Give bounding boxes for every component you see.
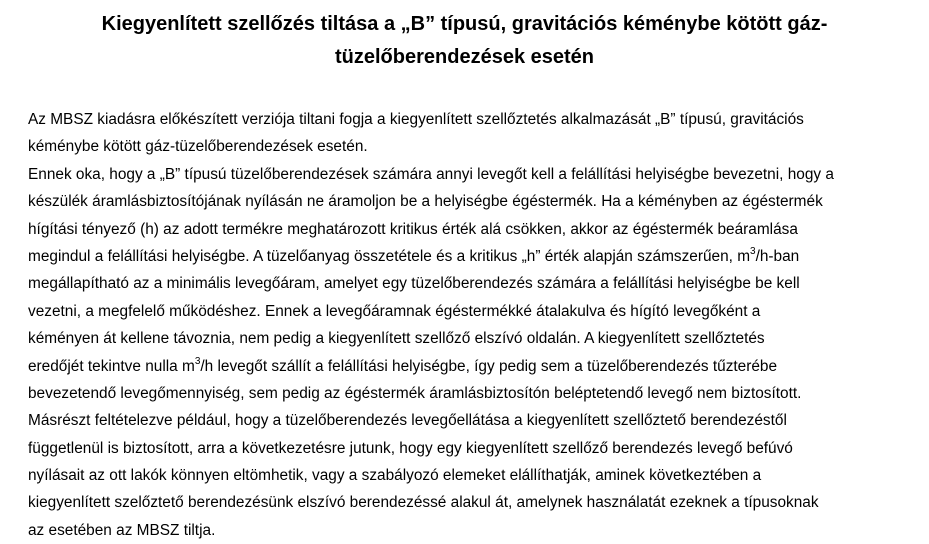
body-paragraph <box>28 106 923 544</box>
text-line: megállapítható az a minimális levegőáram, amelyet egy tüzelőberendezés számára a felállítási helyiségbe be kell <box>28 275 800 293</box>
text-line <box>28 243 923 270</box>
text-segment: eredőjét tekintve nulla m <box>28 357 195 375</box>
text-segment: /h levegőt szállít a felállítási helyiségbe, így pedig sem a tüzelőberendezés tűzterébe <box>200 357 778 375</box>
text-line: kéménybe kötött gáz-tüzelőberendezések esetén. <box>28 138 368 156</box>
text-line: kéményen át kellene távoznia, nem pedig a kiegyenlített szellőző elszívó oldalán. A kiegyenlített szellőztetés <box>28 330 765 348</box>
superscript: 3 <box>750 245 756 257</box>
text-line <box>28 353 923 380</box>
text-line: Másrészt feltételezve például, hogy a tüzelőberendezés levegőellátása a kiegyenlített szellőztető berendezéstől <box>28 412 787 430</box>
title-line-2: tüzelőberendezések esetén <box>335 46 594 68</box>
text-line: az esetében az MBSZ tiltja. <box>28 521 216 539</box>
text-line: bevezetendő levegőmennyiség, sem pedig az égéstermék áramlásbiztosítón beléptetendő levegő nem biztosított. <box>28 384 802 402</box>
text-line: Ennek oka, hogy a „B” típusú tüzelőberendezések számára annyi levegőt kell a felállítási helyiségbe bevezetni, hogy a <box>28 165 834 183</box>
document-title <box>0 8 929 74</box>
text-line: kiegyenlített szelőztető berendezésünk elszívó berendezéssé alakul át, amelynek használatát ezeknek a típusoknak <box>28 494 819 512</box>
text-segment: megindul a felállítási helyiségbe. A tüzelőanyag összetétele és a kritikus „h” érték alapján számszerűen, m <box>28 247 751 265</box>
text-line: készülék áramlásbiztosítójának nyílásán ne áramoljon be a helyiségbe égéstermék. Ha a kéményben az égéstermék <box>28 193 823 211</box>
title-line-1: Kiegyenlített szellőzés tiltása a „B” típusú, gravitációs kéménybe kötött gáz- <box>101 13 828 35</box>
text-line: Az MBSZ kiadásra előkészített verziója tiltani fogja a kiegyenlített szellőztetés alkalmazását „B” típusú, gravitációs <box>28 111 804 128</box>
text-line: hígítási tényező (h) az adott termékre meghatározott kritikus érték alá csökken, akkor az égéstermék beáramlása <box>28 220 798 238</box>
text-line: függetlenül is biztosított, arra a következetésre jutunk, hogy egy kiegyenlített szellőző berendezés levegő befúvó <box>28 439 793 457</box>
text-line: nyílásait az ott lakók könnyen eltömhetik, vagy a szabályozó elemeket elállíthatják, aminek következtében a <box>28 467 762 485</box>
text-segment: /h-ban <box>755 247 800 265</box>
superscript: 3 <box>194 355 201 367</box>
text-line: vezetni, a megfelelő működéshez. Ennek a levegőáramnak égéstermékké átalakulva és hígító levegőként a <box>28 302 761 320</box>
